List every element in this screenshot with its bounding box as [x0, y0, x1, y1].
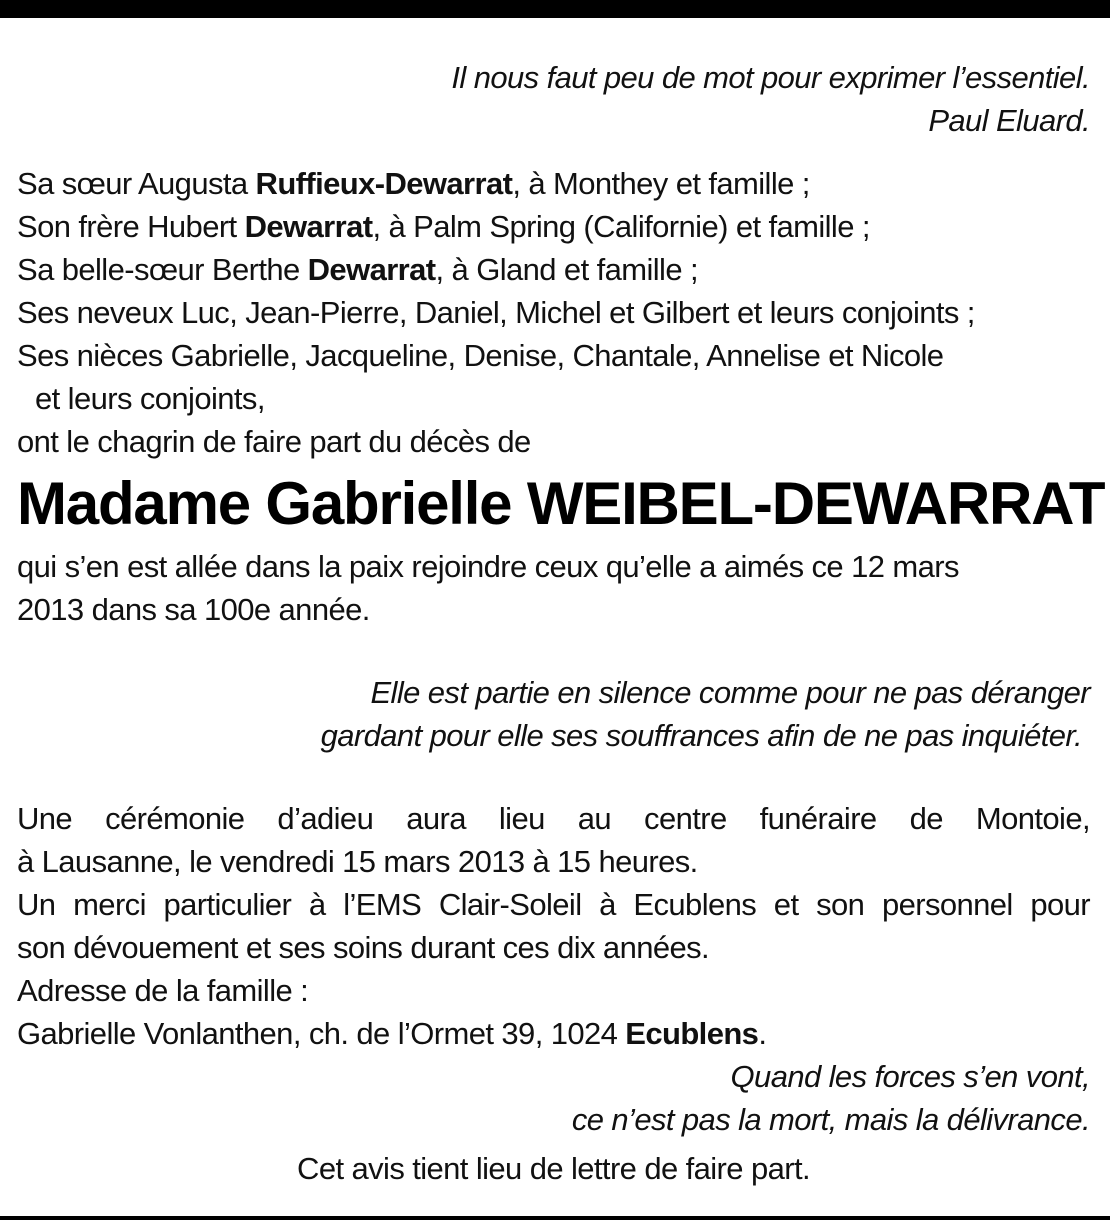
passing-line: qui s’en est allée dans la paix rejoindre ceux qu’elle a aimés ce 12 mars — [17, 549, 959, 584]
obituary-notice — [17, 56, 1105, 1190]
family-surname: Ruffieux-Dewarrat — [255, 166, 513, 201]
family-line — [17, 377, 1090, 420]
middle-quote — [17, 671, 1090, 757]
family-list — [17, 162, 1090, 463]
address-line — [17, 1012, 1090, 1055]
address-label: Adresse de la famille : — [17, 973, 309, 1008]
family-line-text: Son frère Hubert — [17, 209, 245, 244]
announcement-line: ont le chagrin de faire part du décès de — [17, 424, 531, 459]
family-line-text: Ses nièces Gabrielle, Jacqueline, Denise, Chantale, Annelise et Nicole — [17, 338, 944, 373]
bottom-border-rule — [0, 1216, 1110, 1220]
family-surname: Dewarrat — [307, 252, 436, 287]
top-border-rule — [0, 0, 1110, 18]
address-town: Ecublens — [625, 1016, 759, 1051]
family-line-suffix: , à Gland et famille ; — [435, 252, 699, 287]
closing-quote — [17, 1055, 1090, 1141]
thanks-line: Un merci particulier à l’EMS Clair-Soleil à Ecublens et son personnel pour — [17, 887, 1090, 922]
middle-quote-line: Elle est partie en silence comme pour ne pas déranger — [370, 675, 1090, 710]
passing-statement — [17, 545, 1090, 631]
ceremony-line: à Lausanne, le vendredi 15 mars 2013 à 15 heures. — [17, 844, 698, 879]
opening-quote-text: Il nous faut peu de mot pour exprimer l’essentiel. — [451, 60, 1090, 95]
address-suffix: . — [758, 1016, 767, 1051]
address-text: Gabrielle Vonlanthen, ch. de l’Ormet 39, 1024 — [17, 1016, 626, 1051]
deceased-name: Madame Gabrielle WEIBEL-DEWARRAT — [17, 470, 1105, 537]
family-line — [17, 248, 1090, 291]
closing-quote-line: ce n’est pas la mort, mais la délivrance. — [571, 1102, 1090, 1137]
family-line — [17, 162, 1090, 205]
middle-quote-line: gardant pour elle ses souffrances afin de ne pas inquiéter. — [320, 718, 1082, 753]
closing-note: Cet avis tient lieu de lettre de faire part. — [297, 1151, 810, 1186]
family-line — [17, 205, 1090, 248]
passing-line: 2013 dans sa 100e année. — [17, 592, 370, 627]
closing-quote-line: Quand les forces s’en vont, — [730, 1059, 1090, 1094]
family-line — [17, 291, 1090, 334]
family-line-text: et leurs conjoints, — [35, 381, 265, 416]
family-line-suffix: , à Palm Spring (Californie) et famille ; — [372, 209, 870, 244]
family-surname: Dewarrat — [244, 209, 373, 244]
ceremony-details — [17, 797, 1090, 1055]
family-line-suffix: , à Monthey et famille ; — [512, 166, 810, 201]
ceremony-line: Une cérémonie d’adieu aura lieu au centre funéraire de Montoie, — [17, 801, 1090, 836]
opening-quote — [17, 56, 1090, 142]
family-line — [17, 334, 1090, 377]
family-line-text: Sa sœur Augusta — [17, 166, 256, 201]
opening-quote-author: Paul Eluard. — [928, 103, 1090, 138]
family-line-text: Sa belle-sœur Berthe — [17, 252, 308, 287]
family-line-text: Ses neveux Luc, Jean-Pierre, Daniel, Michel et Gilbert et leurs conjoints ; — [17, 295, 975, 330]
thanks-line: son dévouement et ses soins durant ces dix années. — [17, 930, 710, 965]
